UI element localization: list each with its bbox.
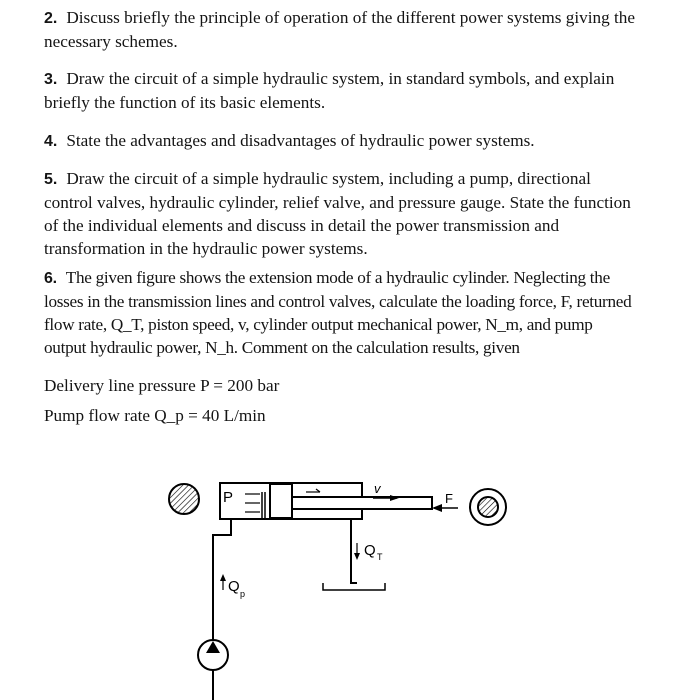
return-flow-arrow xyxy=(354,553,360,560)
return-line xyxy=(351,519,357,583)
question-text: Draw the circuit of a simple hydraulic system, including a pump, directional control valves, hydraulic cylinder, relief valve, and pressure gauge. State the function of the individual elements and discuss in detail the power transmission and transformation in the hydraulic power systems. xyxy=(44,169,631,258)
question-6 xyxy=(44,266,636,359)
given-pressure: Delivery line pressure P = 200 bar xyxy=(44,376,280,395)
question-text: State the advantages and disadvantages of hydraulic power systems. xyxy=(66,131,535,150)
supply-flow-arrow xyxy=(220,574,226,581)
hatched-fixed-support-icon xyxy=(169,484,199,514)
question-5 xyxy=(44,167,636,260)
question-number: 2. xyxy=(44,10,58,27)
question-3 xyxy=(44,67,636,114)
label-q-t xyxy=(364,542,383,562)
question-number: 5. xyxy=(44,171,58,188)
force-arrow-head xyxy=(432,504,442,512)
question-number: 4. xyxy=(44,133,58,150)
hydraulic-cylinder-figure xyxy=(150,468,530,700)
label-q-p xyxy=(228,578,245,599)
given-flow-rate: Pump flow rate Q_p = 40 L/min xyxy=(44,406,266,425)
question-text: Draw the circuit of a simple hydraulic system, in standard symbols, and explain briefly the function of its basic elements. xyxy=(44,69,615,112)
load-hatched-core-icon xyxy=(478,497,498,517)
question-text: Discuss briefly the principle of operation of the different power systems giving the necessary schemes. xyxy=(44,8,635,51)
label-q-sub-t: T xyxy=(377,552,383,562)
piston xyxy=(270,484,292,518)
label-f: F xyxy=(445,491,453,506)
label-p: P xyxy=(223,489,234,506)
label-v: v xyxy=(374,481,381,496)
question-number: 6. xyxy=(44,270,57,287)
label-q: Q xyxy=(364,542,376,559)
question-text: The given figure shows the extension mode of a hydraulic cylinder. Neglecting the losses in the transmission lines and control valves, calculate the loading force, F, returned flow rate, Q_T, piston speed, v, cylinder output mechanical power, N_m, and pump output hydraulic power, N_h. Comment on the calculation results, given xyxy=(44,268,632,357)
label-q-sub-p: p xyxy=(240,589,246,599)
tank-icon xyxy=(323,583,385,590)
question-number: 3. xyxy=(44,71,58,88)
question-4 xyxy=(44,129,636,153)
label-q: Q xyxy=(228,578,240,595)
question-2 xyxy=(44,6,636,53)
piston-rod xyxy=(292,497,432,509)
